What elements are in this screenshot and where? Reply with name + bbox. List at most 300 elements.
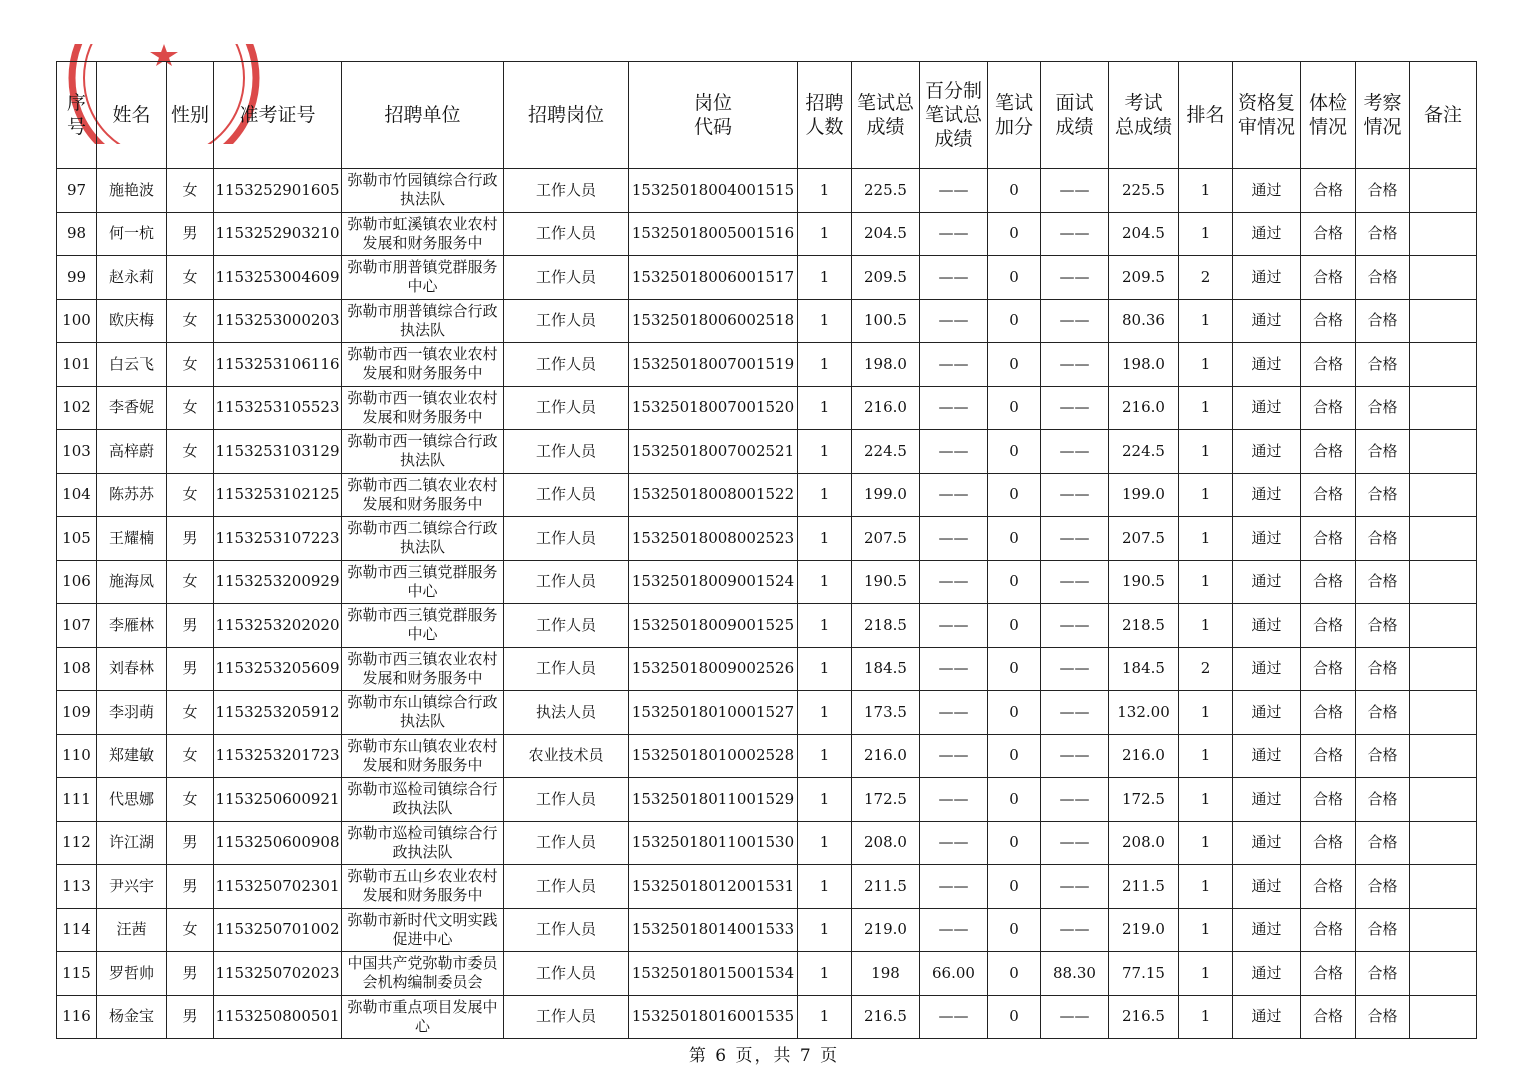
table-row	[57, 560, 1477, 604]
remarks-cell	[1410, 865, 1477, 909]
percent-written-score-cell: ——	[920, 386, 988, 430]
qualification-review-cell: 通过	[1233, 343, 1301, 387]
hire-count-cell: 1	[798, 995, 852, 1039]
rank-cell: 1	[1179, 821, 1233, 865]
recruiting-unit-cell: 弥勒市五山乡农业农村发展和财务服务中	[342, 865, 504, 909]
inspection-cell: 合格	[1356, 778, 1410, 822]
percent-written-score-cell: ——	[920, 169, 988, 213]
position-code-cell: 15325018004001515	[629, 169, 798, 213]
table-row	[57, 299, 1477, 343]
inspection-cell: 合格	[1356, 343, 1410, 387]
position-code-cell: 15325018007001519	[629, 343, 798, 387]
position-code-cell: 15325018009002526	[629, 647, 798, 691]
position-code-cell: 15325018011001530	[629, 821, 798, 865]
rank-cell: 1	[1179, 473, 1233, 517]
candidate-name-cell: 高梓蔚	[97, 430, 167, 474]
candidate-name-cell: 代思娜	[97, 778, 167, 822]
medical-exam-cell: 合格	[1301, 778, 1356, 822]
row-number-cell: 112	[57, 821, 97, 865]
total-score-cell: 132.00	[1109, 691, 1179, 735]
position-code-cell: 15325018008001522	[629, 473, 798, 517]
column-header-line: 资格复	[1237, 92, 1295, 114]
written-bonus-cell: 0	[988, 560, 1041, 604]
remarks-cell	[1410, 517, 1477, 561]
position-cell: 工作人员	[504, 212, 629, 256]
remarks-cell	[1410, 256, 1477, 300]
medical-exam-cell: 合格	[1301, 473, 1356, 517]
position-cell: 工作人员	[504, 604, 629, 648]
ticket-number-cell: 1153253200929	[214, 560, 342, 604]
written-bonus-cell: 0	[988, 473, 1041, 517]
remarks-cell	[1410, 212, 1477, 256]
ticket-number-cell: 1153253202020	[214, 604, 342, 648]
position-cell: 工作人员	[504, 343, 629, 387]
written-score-cell: 224.5	[852, 430, 920, 474]
gender-cell: 女	[167, 343, 214, 387]
column-header-line: 情况	[1363, 116, 1402, 138]
written-score-cell: 198	[852, 952, 920, 996]
candidate-name-cell: 罗哲帅	[97, 952, 167, 996]
hire-count-cell: 1	[798, 386, 852, 430]
ticket-number-cell: 1153253004609	[214, 256, 342, 300]
table-row	[57, 212, 1477, 256]
written-score-cell: 211.5	[852, 865, 920, 909]
column-header-line: 性别	[170, 104, 209, 126]
remarks-cell	[1410, 734, 1477, 778]
medical-exam-cell: 合格	[1301, 430, 1356, 474]
row-number-cell: 110	[57, 734, 97, 778]
total-score-cell: 190.5	[1109, 560, 1179, 604]
written-score-cell: 198.0	[852, 343, 920, 387]
gender-cell: 男	[167, 212, 214, 256]
interview-score-cell: ——	[1041, 560, 1109, 604]
remarks-cell	[1410, 821, 1477, 865]
gender-cell: 男	[167, 995, 214, 1039]
percent-written-score-cell: ——	[920, 647, 988, 691]
position-code-cell: 15325018007001520	[629, 386, 798, 430]
column-header-line: 笔试总	[856, 92, 914, 114]
column-header-line: 招聘岗位	[527, 104, 604, 126]
ticket-number-cell: 1153253205912	[214, 691, 342, 735]
medical-exam-cell: 合格	[1301, 691, 1356, 735]
candidate-name-cell: 施海凤	[97, 560, 167, 604]
recruiting-unit-cell: 弥勒市东山镇综合行政执法队	[342, 691, 504, 735]
position-code-cell: 15325018009001524	[629, 560, 798, 604]
hire-count-cell: 1	[798, 952, 852, 996]
row-number-cell: 99	[57, 256, 97, 300]
remarks-cell	[1410, 299, 1477, 343]
written-score-cell: 209.5	[852, 256, 920, 300]
row-number-cell: 113	[57, 865, 97, 909]
recruiting-unit-cell: 弥勒市竹园镇综合行政执法队	[342, 169, 504, 213]
column-header-line: 成绩	[1055, 116, 1094, 138]
ticket-number-cell: 1153250701002	[214, 908, 342, 952]
gender-cell: 女	[167, 908, 214, 952]
recruiting-unit-cell: 弥勒市西二镇综合行政执法队	[342, 517, 504, 561]
written-bonus-cell: 0	[988, 778, 1041, 822]
written-bonus-cell: 0	[988, 343, 1041, 387]
recruiting-unit-cell: 弥勒市西三镇农业农村发展和财务服务中	[342, 647, 504, 691]
inspection-cell: 合格	[1356, 169, 1410, 213]
header-row	[57, 62, 1477, 169]
remarks-cell	[1410, 691, 1477, 735]
hire-count-cell: 1	[798, 778, 852, 822]
ticket-number-cell: 1153250600908	[214, 821, 342, 865]
rank-cell: 1	[1179, 343, 1233, 387]
position-cell: 工作人员	[504, 778, 629, 822]
interview-score-cell: ——	[1041, 821, 1109, 865]
column-header	[988, 62, 1041, 169]
written-score-cell: 184.5	[852, 647, 920, 691]
inspection-cell: 合格	[1356, 256, 1410, 300]
written-bonus-cell: 0	[988, 821, 1041, 865]
rank-cell: 1	[1179, 734, 1233, 778]
row-number-cell: 116	[57, 995, 97, 1039]
interview-score-cell: ——	[1041, 212, 1109, 256]
gender-cell: 女	[167, 560, 214, 604]
inspection-cell: 合格	[1356, 517, 1410, 561]
gender-cell: 女	[167, 169, 214, 213]
written-bonus-cell: 0	[988, 952, 1041, 996]
table-row	[57, 821, 1477, 865]
total-score-cell: 216.0	[1109, 386, 1179, 430]
written-bonus-cell: 0	[988, 865, 1041, 909]
ticket-number-cell: 1153250800501	[214, 995, 342, 1039]
column-header	[57, 62, 97, 169]
total-score-cell: 172.5	[1109, 778, 1179, 822]
row-number-cell: 97	[57, 169, 97, 213]
ticket-number-cell: 1153253103129	[214, 430, 342, 474]
table-row	[57, 343, 1477, 387]
remarks-cell	[1410, 647, 1477, 691]
interview-score-cell: 88.30	[1041, 952, 1109, 996]
written-score-cell: 216.0	[852, 386, 920, 430]
candidate-name-cell: 王耀楠	[97, 517, 167, 561]
position-code-cell: 15325018009001525	[629, 604, 798, 648]
total-score-cell: 80.36	[1109, 299, 1179, 343]
row-number-cell: 101	[57, 343, 97, 387]
percent-written-score-cell: ——	[920, 691, 988, 735]
row-number-cell: 114	[57, 908, 97, 952]
column-header-line: 准考证号	[239, 104, 316, 126]
gender-cell: 男	[167, 647, 214, 691]
rank-cell: 1	[1179, 995, 1233, 1039]
written-score-cell: 199.0	[852, 473, 920, 517]
medical-exam-cell: 合格	[1301, 821, 1356, 865]
medical-exam-cell: 合格	[1301, 517, 1356, 561]
recruiting-unit-cell: 弥勒市重点项目发展中心	[342, 995, 504, 1039]
qualification-review-cell: 通过	[1233, 517, 1301, 561]
percent-written-score-cell: ——	[920, 212, 988, 256]
position-cell: 工作人员	[504, 256, 629, 300]
column-header-line: 号	[66, 116, 86, 138]
percent-written-score-cell: ——	[920, 908, 988, 952]
hire-count-cell: 1	[798, 734, 852, 778]
written-score-cell: 100.5	[852, 299, 920, 343]
recruiting-unit-cell: 弥勒市西一镇农业农村发展和财务服务中	[342, 386, 504, 430]
remarks-cell	[1410, 430, 1477, 474]
column-header-line: 加分	[994, 116, 1033, 138]
hire-count-cell: 1	[798, 647, 852, 691]
results-sheet	[56, 61, 1477, 1039]
qualification-review-cell: 通过	[1233, 952, 1301, 996]
total-score-cell: 216.0	[1109, 734, 1179, 778]
rank-cell: 1	[1179, 517, 1233, 561]
table-row	[57, 908, 1477, 952]
column-header-line: 招聘单位	[384, 104, 461, 126]
candidate-name-cell: 欧庆梅	[97, 299, 167, 343]
inspection-cell: 合格	[1356, 908, 1410, 952]
written-bonus-cell: 0	[988, 169, 1041, 213]
table-row	[57, 647, 1477, 691]
position-cell: 工作人员	[504, 299, 629, 343]
rank-cell: 1	[1179, 560, 1233, 604]
rank-cell: 1	[1179, 169, 1233, 213]
percent-written-score-cell: ——	[920, 778, 988, 822]
column-header	[1179, 62, 1233, 169]
row-number-cell: 106	[57, 560, 97, 604]
column-header	[167, 62, 214, 169]
candidate-name-cell: 施艳波	[97, 169, 167, 213]
table-body	[57, 169, 1477, 1039]
inspection-cell: 合格	[1356, 821, 1410, 865]
ticket-number-cell: 1153253106116	[214, 343, 342, 387]
rank-cell: 1	[1179, 299, 1233, 343]
row-number-cell: 107	[57, 604, 97, 648]
table-row	[57, 778, 1477, 822]
row-number-cell: 102	[57, 386, 97, 430]
inspection-cell: 合格	[1356, 299, 1410, 343]
hire-count-cell: 1	[798, 473, 852, 517]
gender-cell: 女	[167, 299, 214, 343]
column-header	[852, 62, 920, 169]
inspection-cell: 合格	[1356, 952, 1410, 996]
inspection-cell: 合格	[1356, 865, 1410, 909]
interview-score-cell: ——	[1041, 473, 1109, 517]
qualification-review-cell: 通过	[1233, 473, 1301, 517]
medical-exam-cell: 合格	[1301, 908, 1356, 952]
candidate-name-cell: 陈苏苏	[97, 473, 167, 517]
total-score-cell: 225.5	[1109, 169, 1179, 213]
remarks-cell	[1410, 952, 1477, 996]
recruiting-unit-cell: 弥勒市朋普镇综合行政执法队	[342, 299, 504, 343]
qualification-review-cell: 通过	[1233, 256, 1301, 300]
percent-written-score-cell: ——	[920, 430, 988, 474]
ticket-number-cell: 1153250600921	[214, 778, 342, 822]
total-score-cell: 207.5	[1109, 517, 1179, 561]
column-header-line: 考察	[1363, 92, 1402, 114]
interview-score-cell: ——	[1041, 386, 1109, 430]
interview-score-cell: ——	[1041, 604, 1109, 648]
position-code-cell: 15325018007002521	[629, 430, 798, 474]
column-header	[1356, 62, 1410, 169]
hire-count-cell: 1	[798, 212, 852, 256]
rank-cell: 1	[1179, 865, 1233, 909]
ticket-number-cell: 1153253105523	[214, 386, 342, 430]
column-header-line: 排名	[1186, 104, 1225, 126]
qualification-review-cell: 通过	[1233, 908, 1301, 952]
written-bonus-cell: 0	[988, 604, 1041, 648]
total-score-cell: 208.0	[1109, 821, 1179, 865]
hire-count-cell: 1	[798, 908, 852, 952]
position-cell: 工作人员	[504, 430, 629, 474]
candidate-name-cell: 尹兴宇	[97, 865, 167, 909]
rank-cell: 1	[1179, 778, 1233, 822]
row-number-cell: 100	[57, 299, 97, 343]
gender-cell: 男	[167, 865, 214, 909]
column-header-line: 序	[66, 92, 86, 114]
column-header	[798, 62, 852, 169]
column-header-line: 笔试总	[924, 104, 982, 126]
medical-exam-cell: 合格	[1301, 169, 1356, 213]
results-table	[56, 61, 1477, 1039]
candidate-name-cell: 赵永莉	[97, 256, 167, 300]
interview-score-cell: ——	[1041, 865, 1109, 909]
interview-score-cell: ——	[1041, 343, 1109, 387]
hire-count-cell: 1	[798, 430, 852, 474]
position-code-cell: 15325018015001534	[629, 952, 798, 996]
column-header	[342, 62, 504, 169]
gender-cell: 男	[167, 821, 214, 865]
inspection-cell: 合格	[1356, 734, 1410, 778]
position-code-cell: 15325018011001529	[629, 778, 798, 822]
percent-written-score-cell: ——	[920, 560, 988, 604]
remarks-cell	[1410, 560, 1477, 604]
total-score-cell: 218.5	[1109, 604, 1179, 648]
medical-exam-cell: 合格	[1301, 256, 1356, 300]
column-header	[1410, 62, 1477, 169]
inspection-cell: 合格	[1356, 560, 1410, 604]
medical-exam-cell: 合格	[1301, 647, 1356, 691]
remarks-cell	[1410, 995, 1477, 1039]
position-cell: 工作人员	[504, 995, 629, 1039]
column-header-line: 审情况	[1237, 116, 1295, 138]
gender-cell: 女	[167, 734, 214, 778]
remarks-cell	[1410, 169, 1477, 213]
row-number-cell: 109	[57, 691, 97, 735]
hire-count-cell: 1	[798, 821, 852, 865]
column-header-line: 情况	[1308, 116, 1347, 138]
position-code-cell: 15325018010002528	[629, 734, 798, 778]
candidate-name-cell: 李香妮	[97, 386, 167, 430]
interview-score-cell: ——	[1041, 517, 1109, 561]
written-bonus-cell: 0	[988, 908, 1041, 952]
position-code-cell: 15325018016001535	[629, 995, 798, 1039]
recruiting-unit-cell: 弥勒市东山镇农业农村发展和财务服务中	[342, 734, 504, 778]
medical-exam-cell: 合格	[1301, 952, 1356, 996]
percent-written-score-cell: ——	[920, 517, 988, 561]
medical-exam-cell: 合格	[1301, 995, 1356, 1039]
position-code-cell: 15325018010001527	[629, 691, 798, 735]
hire-count-cell: 1	[798, 865, 852, 909]
percent-written-score-cell: ——	[920, 604, 988, 648]
remarks-cell	[1410, 473, 1477, 517]
qualification-review-cell: 通过	[1233, 865, 1301, 909]
table-row	[57, 691, 1477, 735]
interview-score-cell: ——	[1041, 908, 1109, 952]
recruiting-unit-cell: 弥勒市新时代文明实践促进中心	[342, 908, 504, 952]
written-score-cell: 218.5	[852, 604, 920, 648]
column-header-line: 面试	[1055, 92, 1094, 114]
position-code-cell: 15325018006001517	[629, 256, 798, 300]
written-score-cell: 172.5	[852, 778, 920, 822]
table-row	[57, 169, 1477, 213]
written-bonus-cell: 0	[988, 734, 1041, 778]
qualification-review-cell: 通过	[1233, 995, 1301, 1039]
qualification-review-cell: 通过	[1233, 169, 1301, 213]
recruiting-unit-cell: 弥勒市西一镇农业农村发展和财务服务中	[342, 343, 504, 387]
written-bonus-cell: 0	[988, 386, 1041, 430]
recruiting-unit-cell: 弥勒市西三镇党群服务中心	[342, 560, 504, 604]
ticket-number-cell: 1153253205609	[214, 647, 342, 691]
written-bonus-cell: 0	[988, 517, 1041, 561]
medical-exam-cell: 合格	[1301, 560, 1356, 604]
column-header-line: 人数	[805, 116, 844, 138]
column-header	[504, 62, 629, 169]
recruiting-unit-cell: 弥勒市朋普镇党群服务中心	[342, 256, 504, 300]
ticket-number-cell: 1153253201723	[214, 734, 342, 778]
written-score-cell: 207.5	[852, 517, 920, 561]
total-score-cell: 199.0	[1109, 473, 1179, 517]
hire-count-cell: 1	[798, 691, 852, 735]
medical-exam-cell: 合格	[1301, 386, 1356, 430]
percent-written-score-cell: ——	[920, 343, 988, 387]
interview-score-cell: ——	[1041, 691, 1109, 735]
gender-cell: 女	[167, 256, 214, 300]
rank-cell: 1	[1179, 386, 1233, 430]
row-number-cell: 98	[57, 212, 97, 256]
gender-cell: 女	[167, 386, 214, 430]
position-cell: 工作人员	[504, 865, 629, 909]
recruiting-unit-cell: 弥勒市巡检司镇综合行政执法队	[342, 821, 504, 865]
total-score-cell: 77.15	[1109, 952, 1179, 996]
ticket-number-cell: 1153250702023	[214, 952, 342, 996]
column-header	[1109, 62, 1179, 169]
rank-cell: 2	[1179, 647, 1233, 691]
written-score-cell: 225.5	[852, 169, 920, 213]
qualification-review-cell: 通过	[1233, 778, 1301, 822]
total-score-cell: 209.5	[1109, 256, 1179, 300]
row-number-cell: 105	[57, 517, 97, 561]
qualification-review-cell: 通过	[1233, 430, 1301, 474]
table-row	[57, 256, 1477, 300]
ticket-number-cell: 1153253102125	[214, 473, 342, 517]
rank-cell: 1	[1179, 691, 1233, 735]
interview-score-cell: ——	[1041, 647, 1109, 691]
column-header	[214, 62, 342, 169]
column-header-line: 成绩	[866, 116, 905, 138]
column-header	[629, 62, 798, 169]
inspection-cell: 合格	[1356, 430, 1410, 474]
column-header	[920, 62, 988, 169]
position-cell: 农业技术员	[504, 734, 629, 778]
ticket-number-cell: 1153253107223	[214, 517, 342, 561]
column-header-line: 姓名	[112, 104, 151, 126]
gender-cell: 女	[167, 691, 214, 735]
gender-cell: 女	[167, 430, 214, 474]
row-number-cell: 104	[57, 473, 97, 517]
position-cell: 工作人员	[504, 908, 629, 952]
candidate-name-cell: 刘春林	[97, 647, 167, 691]
recruiting-unit-cell: 中国共产党弥勒市委员会机构编制委员会	[342, 952, 504, 996]
recruiting-unit-cell: 弥勒市巡检司镇综合行政执法队	[342, 778, 504, 822]
table-row	[57, 386, 1477, 430]
column-header-line: 总成绩	[1114, 116, 1172, 138]
hire-count-cell: 1	[798, 256, 852, 300]
total-score-cell: 216.5	[1109, 995, 1179, 1039]
interview-score-cell: ——	[1041, 734, 1109, 778]
rank-cell: 1	[1179, 430, 1233, 474]
